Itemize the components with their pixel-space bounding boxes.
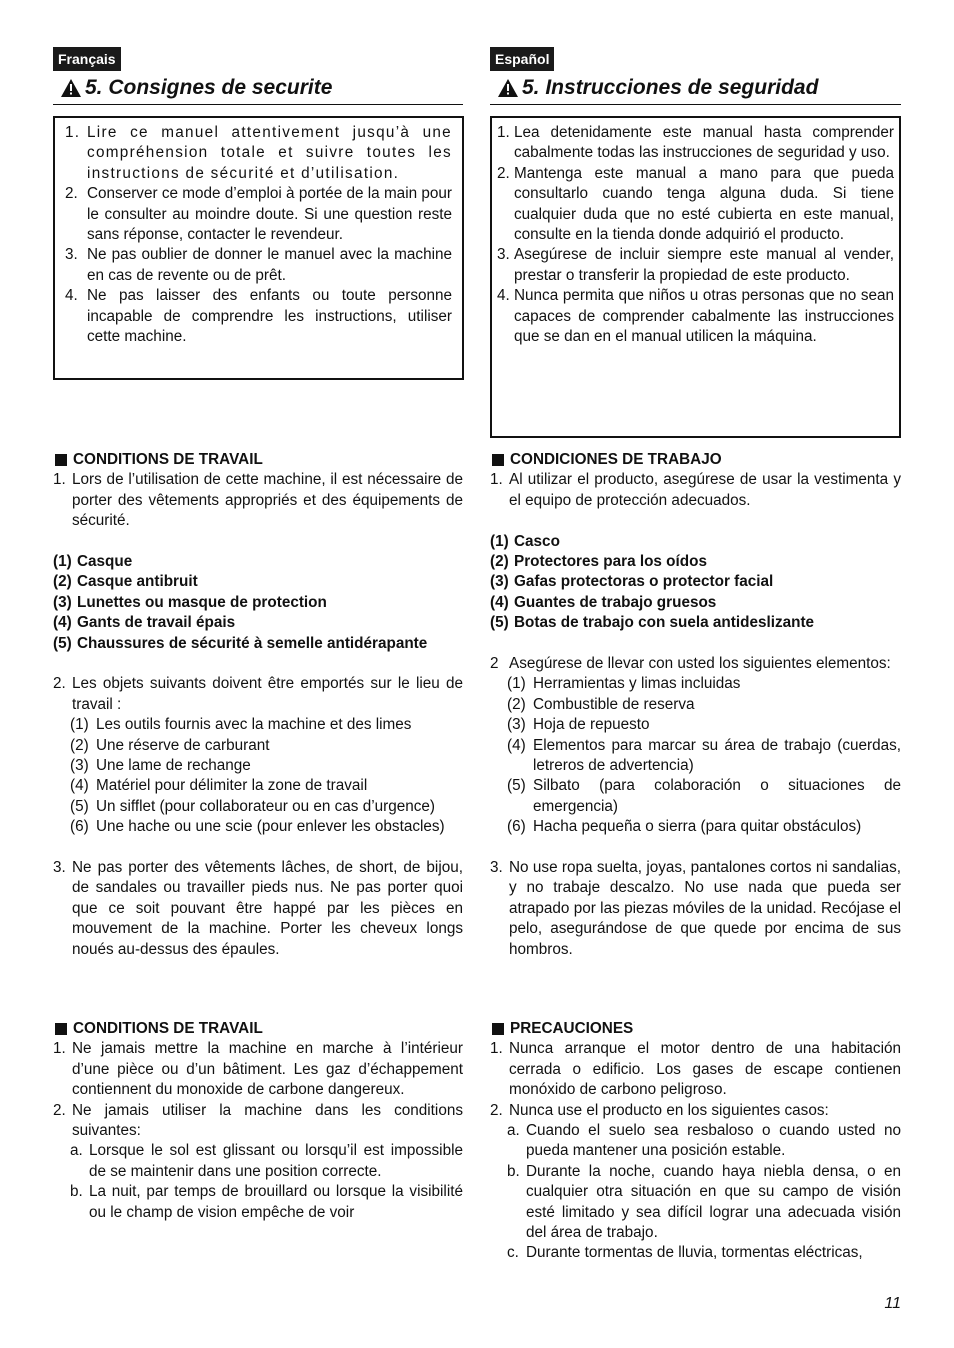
item-number: 2.: [497, 164, 510, 182]
item-text: Cuando el suelo sea resbaloso o cuando usted no pueda mantener una posición estable.: [526, 1122, 901, 1160]
list-item: [490, 776, 901, 817]
section-title: [53, 450, 463, 470]
list-item: [63, 286, 452, 347]
list-item: [53, 797, 463, 817]
paragraph: [53, 674, 463, 715]
item-text: Une hache ou une scie (pour enlever les obstacles): [96, 818, 445, 836]
square-bullet-icon: [492, 454, 504, 466]
item-letter: b.: [70, 1183, 83, 1201]
list-item: [53, 817, 463, 837]
item-text: Casco: [514, 532, 560, 550]
item-text: Asegúrese de llevar con usted los siguientes elementos:: [509, 655, 891, 673]
list-item: [490, 572, 901, 592]
item-number: 3.: [497, 246, 510, 264]
paragraph: [53, 470, 463, 531]
item-text: Lorsque le sol est glissant ou lorsqu’il est impossible de se maintenir dans une position correcte.: [89, 1142, 463, 1180]
item-number: 1.: [490, 471, 503, 489]
list-item: [63, 123, 452, 184]
item-text: Chaussures de sécurité à semelle antidérapante: [77, 634, 428, 652]
item-text: Ne pas oublier de donner le manuel avec la machine en cas de revente ou de prêt.: [87, 246, 452, 284]
equipment-list: [490, 532, 901, 634]
section-title-text: PRECAUCIONES: [510, 1020, 634, 1037]
square-bullet-icon: [55, 454, 67, 466]
item-number: 4.: [497, 287, 510, 305]
list-item: [490, 1162, 901, 1244]
list-item: [490, 736, 901, 777]
item-text: Un sifflet (pour collaborateur ou en cas d’urgence): [96, 797, 435, 815]
paragraph: [53, 858, 463, 960]
item-letter: b.: [507, 1162, 520, 1180]
item-number: 1.: [53, 471, 66, 489]
item-letter: a.: [70, 1142, 83, 1160]
item-text: Herramientas y limas incluidas: [533, 675, 741, 693]
item-number: (4): [490, 593, 509, 611]
list-item: [490, 695, 901, 715]
item-number: (4): [507, 736, 526, 754]
working-conditions-section: [490, 450, 901, 960]
list-item: [497, 245, 894, 286]
list-item: [490, 532, 901, 552]
equipment-list: [53, 552, 463, 654]
item-number: (5): [507, 777, 526, 795]
section-title: [490, 1019, 901, 1039]
item-text: Elementos para marcar su área de trabajo (cuerdas, letreros de advertencia): [533, 736, 901, 775]
list-item: [497, 123, 894, 164]
item-number: (5): [490, 614, 509, 632]
square-bullet-icon: [492, 1023, 504, 1035]
list-item: [490, 674, 901, 694]
item-text: Gafas protectoras o protector facial: [514, 573, 774, 591]
item-number: (3): [53, 593, 72, 611]
item-number: (2): [490, 553, 509, 571]
item-number: 1.: [65, 124, 81, 141]
item-number: 2.: [53, 675, 66, 693]
list-item: [490, 715, 901, 735]
section-title-text: CONDITIONS DE TRAVAIL: [73, 451, 263, 468]
item-number: 3.: [490, 859, 503, 877]
item-text: Nunca use el producto en los siguientes casos:: [509, 1101, 829, 1119]
list-item: [497, 164, 894, 246]
list-item: [490, 593, 901, 613]
paragraph: [53, 1101, 463, 1142]
item-text: Hacha pequeña o sierra (para quitar obstáculos): [533, 818, 862, 836]
item-text: Une lame de rechange: [96, 757, 251, 775]
item-number: (6): [70, 818, 89, 836]
list-item: [53, 613, 463, 633]
item-number: (3): [70, 757, 89, 775]
paragraph: [490, 858, 901, 960]
item-number: (4): [70, 777, 89, 795]
list-item: [490, 1243, 901, 1263]
section-title-text: CONDICIONES DE TRABAJO: [510, 451, 722, 468]
item-text: Les outils fournis avec la machine et des limes: [96, 716, 412, 734]
list-item: [497, 286, 894, 347]
item-number: (4): [53, 614, 72, 632]
item-text: La nuit, par temps de brouillard ou lorsque la visibilité ou le champ de vision empêche de voir: [89, 1183, 463, 1221]
item-text: Matériel pour délimiter la zone de travail: [96, 777, 368, 795]
list-item: [53, 756, 463, 776]
item-text: Ne jamais mettre la machine en marche à l’intérieur d’une pièce ou d’un bâtiment. Les gaz d’échappement contiennent du monoxide de carbone dangereux.: [72, 1040, 463, 1099]
paragraph: [490, 654, 901, 674]
item-number: (1): [70, 716, 89, 734]
item-text: Gants de travail épais: [77, 614, 236, 632]
safety-box: [53, 116, 464, 380]
list-item: [53, 634, 463, 654]
item-number: (1): [53, 553, 72, 571]
item-number: 2.: [65, 185, 78, 203]
item-text: Lire ce manuel attentivement jusqu’à une compréhension totale et suivre toutes les instructions de sécurité et d’utilisation.: [87, 124, 452, 182]
item-number: 2: [490, 655, 499, 673]
item-text: Ne pas laisser des enfants ou toute personne incapable de comprendre les instructions, utiliser cette machine.: [87, 287, 452, 346]
item-number: (2): [53, 573, 72, 591]
item-number: (2): [70, 736, 89, 754]
item-text: Ne pas porter des vêtements lâches, de short, de bijou, de sandales ou travailler pieds nus. Ne pas porter quoi que ce soit pouvant être happé par les pièces en mouvement de la machine. Porter les cheveux longs noués au-dessus des épaules.: [72, 859, 463, 958]
section-heading: [53, 74, 463, 105]
item-number: 4.: [65, 287, 78, 305]
list-item: [53, 572, 463, 592]
item-text: Silbato (para colaboración o situaciones de emergencia): [533, 777, 901, 815]
paragraph: [490, 1039, 901, 1100]
item-text: Lea detenidamente este manual hasta comprender cabalmente todas las instrucciones de seguridad y uso.: [514, 124, 894, 162]
item-text: Casque: [77, 553, 133, 571]
paragraph: [490, 470, 901, 511]
list-item: [53, 736, 463, 756]
list-item: [490, 613, 901, 633]
item-number: 3.: [65, 246, 78, 264]
item-text: Durante la noche, cuando haya niebla densa, o en cualquier otra situación en que su campo de visión esté limitado y sea difícil lograr una adecuada visión del área de trabajo.: [526, 1162, 901, 1242]
list-item: [63, 245, 452, 286]
safety-box: [490, 116, 901, 438]
heading-text: 5. Consignes de securite: [85, 76, 333, 99]
paragraph: [53, 1039, 463, 1100]
item-text: Ne jamais utiliser la machine dans les conditions suivantes:: [72, 1101, 463, 1140]
item-text: Casque antibruit: [77, 573, 198, 591]
page-number: 11: [884, 1295, 901, 1312]
list-item: [53, 1141, 463, 1182]
item-text: Botas de trabajo con suela antideslizante: [514, 614, 815, 632]
language-tag: Français: [53, 47, 121, 71]
item-text: Durante tormentas de lluvia, tormentas eléctricas,: [526, 1244, 863, 1262]
item-text: Guantes de trabajo gruesos: [514, 593, 717, 611]
item-text: Protectores para los oídos: [514, 553, 707, 571]
list-item: [490, 552, 901, 572]
item-number: (1): [490, 532, 509, 550]
language-tag: Español: [490, 47, 554, 71]
item-text: Nunca arranque el motor dentro de una habitación cerrada o edificio. Los gases de escape contienen monóxido de carbono peligroso.: [509, 1040, 901, 1099]
item-number: 2.: [490, 1101, 503, 1119]
section-heading: [490, 74, 901, 105]
section-title-text: CONDITIONS DE TRAVAIL: [73, 1020, 263, 1037]
warning-triangle-icon: [61, 79, 81, 97]
section-title: [490, 450, 901, 470]
item-letter: a.: [507, 1122, 520, 1140]
item-number: (5): [53, 634, 72, 652]
list-item: [53, 593, 463, 613]
item-text: Mantenga este manual a mano para que pueda consultarlo cuando tenga alguna duda. Si tiene cualquier duda que no esté cubierta en este manual, consulte en la tienda donde adquirió el producto.: [514, 164, 894, 244]
item-number: 1.: [53, 1040, 66, 1058]
list-item: [53, 715, 463, 735]
item-text: Combustible de reserva: [533, 695, 695, 713]
item-number: 1.: [490, 1040, 503, 1058]
list-item: [53, 1182, 463, 1223]
warning-triangle-icon: [498, 79, 518, 97]
item-number: 1.: [497, 124, 510, 141]
item-text: Conserver ce mode d’emploi à portée de la main pour le consulter au moindre doute. Si une question reste sans réponse, contacter le revendeur.: [87, 185, 452, 244]
section-title: [53, 1019, 463, 1039]
item-number: (1): [507, 675, 526, 693]
item-number: (5): [70, 797, 89, 815]
heading-text: 5. Instrucciones de seguridad: [522, 76, 819, 99]
precautions-section: [490, 1019, 901, 1264]
item-text: Lors de l’utilisation de cette machine, il est nécessaire de porter des vêtements appropriés et des équipements de sécurité.: [72, 471, 463, 530]
list-item: [63, 184, 452, 245]
item-number: 3.: [53, 859, 66, 877]
item-number: (3): [490, 573, 509, 591]
working-conditions-section: [53, 450, 463, 960]
item-text: Nunca permita que niños u otras personas que no sean capaces de comprender cabalmente las instrucciones que se dan en el manual utilicen la máquina.: [514, 287, 894, 346]
list-item: [490, 817, 901, 837]
square-bullet-icon: [55, 1023, 67, 1035]
list-item: [490, 1121, 901, 1162]
item-text: Al utilizar el producto, asegúrese de usar la vestimenta y el equipo de protección adecuados.: [509, 471, 901, 509]
item-text: Asegúrese de incluir siempre este manual al vender, prestar o transferir la propiedad de este producto.: [514, 246, 894, 284]
item-number: (3): [507, 716, 526, 734]
item-text: Hoja de repuesto: [533, 716, 650, 734]
list-item: [53, 776, 463, 796]
item-text: Les objets suivants doivent être emportés sur le lieu de travail :: [72, 675, 463, 713]
working-conditions-section-2: [53, 1019, 463, 1223]
item-text: No use ropa suelta, joyas, pantalones cortos ni sandalias, y no trabaje descalzo. No use nada que pueda ser atrapado por las piezas móviles de la unidad. Recójase el pelo, asegurándose de que quede por encima de sus hombros.: [509, 859, 901, 958]
item-number: (2): [507, 695, 526, 713]
item-text: Lunettes ou masque de protection: [77, 593, 327, 611]
item-number: 2.: [53, 1101, 66, 1119]
item-text: Une réserve de carburant: [96, 736, 270, 754]
paragraph: [490, 1101, 901, 1121]
item-letter: c.: [507, 1244, 519, 1262]
item-number: (6): [507, 818, 526, 836]
list-item: [53, 552, 463, 572]
